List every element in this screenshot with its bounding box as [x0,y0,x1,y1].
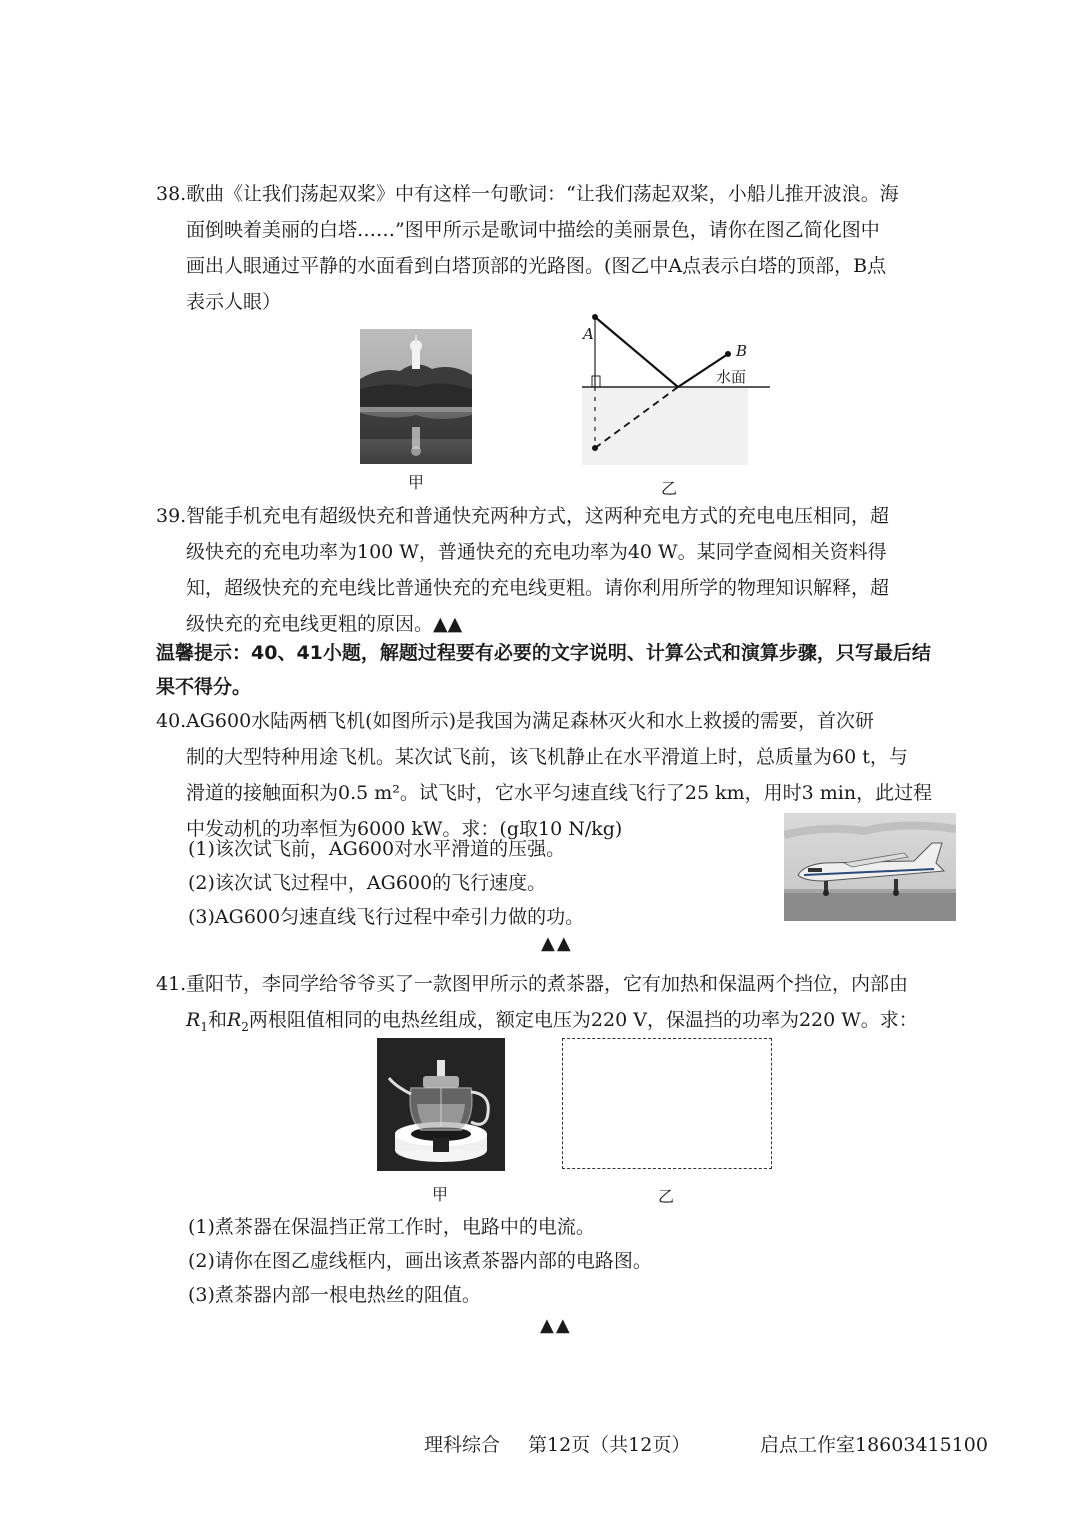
sub-question: (1)该次试飞前，AG600对水平滑道的压强。 [188,838,566,860]
answer-mark: ▲▲ [541,933,573,954]
sub-question: (3)AG600匀速直线飞行过程中牵引力做的功。 [188,906,585,928]
answer-mark: ▲▲ [540,1315,572,1336]
white-tower-photo [360,329,472,464]
question-text-line: 中发动机的功率恒为6000 kW。求：(g取10 N/kg) [186,818,623,840]
question-39 [156,498,976,642]
footer-studio: 启点工作室18603415100 [760,1434,988,1456]
figure-caption: 乙 [658,1187,675,1206]
aircraft-photo [784,813,956,921]
footer-subject: 理科综合 [424,1434,501,1456]
solution-tip [156,636,931,704]
resistor-r1-symbol: R [186,1009,201,1031]
figure-caption: 甲 [432,1185,449,1204]
question-text-continued: 两根阻值相同的电热丝组成，额定电压为220 V，保温挡的功率为220 W。求： [248,1009,918,1031]
question-text-line: 重阳节，李同学给爷爷买了一款图甲所示的煮茶器，它有加热和保温两个挡位，内部由 [186,973,909,995]
question-text-line: 知，超级快充的充电线比普通快充的充电线更粗。请你利用所学的物理知识解释，超 [186,577,890,599]
tip-line: 温馨提示：40、41小题，解题过程要有必要的文字说明、计算公式和演算步骤，只写最后结 [156,642,931,664]
question-38 [156,176,976,320]
footer-page-number: 第12页（共12页） [528,1434,691,1456]
resistor-r2-symbol: R [226,1009,242,1031]
question-text-line: 滑道的接触面积为0.5 m²。试飞时，它水平匀速直线飞行了25 km，用时3 min，此过程 [186,782,933,804]
sub-question: (2)请你在图乙虚线框内，画出该煮茶器内部的电路图。 [188,1250,652,1272]
question-text-line: 智能手机充电有超级快充和普通快充两种方式，这两种充电方式的充电电压相同，超 [186,505,890,527]
figure-caption: 乙 [661,479,678,498]
sub-question: (1)煮茶器在保温挡正常工作时，电路中的电流。 [188,1216,595,1238]
sub-question: (3)煮茶器内部一根电热丝的阻值。 [188,1284,481,1306]
question-text-line: 级快充的充电功率为100 W，普通快充的充电功率为40 W。某同学查阅相关资料得 [186,541,887,563]
tip-line: 果不得分。 [156,676,252,698]
question-text-line: 表示人眼） [186,291,282,313]
tea-kettle-photo [377,1038,505,1171]
question-41 [156,966,976,1045]
point-b-label: B [736,342,748,360]
water-surface-label: 水面 [716,368,747,386]
question-text-line: 面倒映着美丽的白塔……”图甲所示是歌词中描绘的美丽景色，请你在图乙简化图中 [186,219,880,241]
question-text-line: 级快充的充电线更粗的原因。▲▲ [186,613,463,635]
question-number: 39. [156,505,187,527]
question-number: 41. [156,973,187,995]
question-number: 38. [156,183,187,205]
question-text-line: 歌曲《让我们荡起双桨》中有这样一句歌词：“让我们荡起双桨，小船儿推开波浪。海 [186,183,899,205]
question-text-line: AG600水陆两栖飞机(如图所示)是我国为满足森林灭火和水上救援的需要，首次研 [186,710,874,732]
resistor-r2-subscript: 2 [241,1019,249,1034]
question-text-line: 画出人眼通过平静的水面看到白塔顶部的光路图。(图乙中A点表示白塔的顶部，B点 [186,255,887,277]
conjunction-text: 和 [207,1009,227,1031]
figure-caption: 甲 [408,473,425,492]
optics-diagram [570,310,770,466]
sub-question: (2)该次试飞过程中，AG600的飞行速度。 [188,872,547,894]
question-text-line: 制的大型特种用途飞机。某次试飞前，该飞机静止在水平滑道上时，总质量为60 t，与 [186,746,908,768]
resistor-r1-subscript: 1 [200,1019,208,1034]
point-a-label: A [583,325,594,343]
question-number: 40. [156,710,187,732]
circuit-drawing-box[interactable] [562,1038,772,1169]
